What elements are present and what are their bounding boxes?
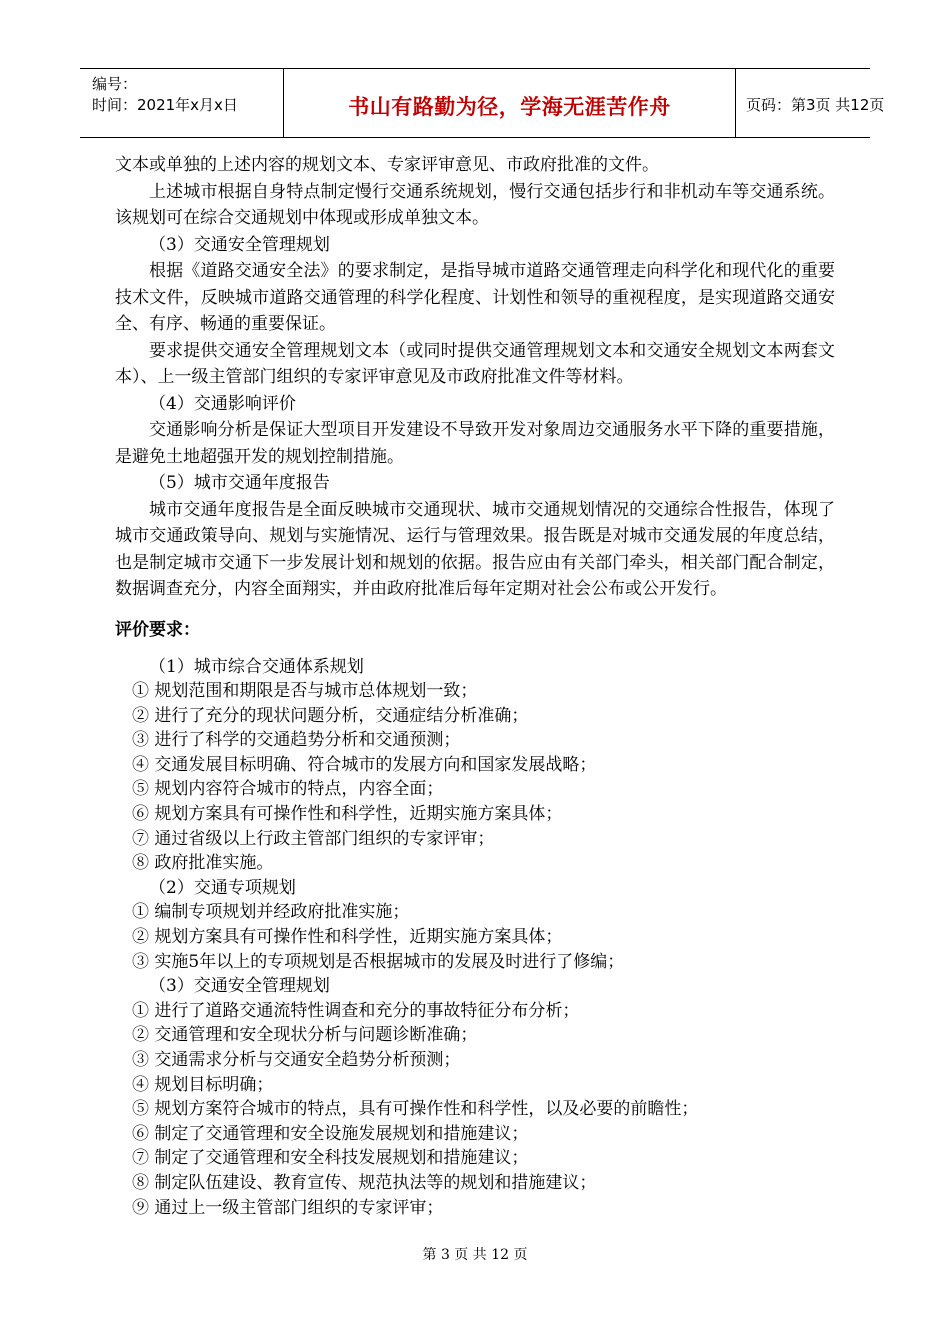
document-number-label: 编号： — [92, 75, 138, 93]
header-page-number: 页码：第3页 共12页 — [746, 96, 885, 114]
list-item: ④ 规划目标明确； — [132, 1074, 274, 1095]
section-title: （3）交通安全管理规划 — [149, 234, 330, 255]
paragraph: 根据《道路交通安全法》的要求制定，是指导城市道路交通管理走向科学化和现代化的重要技术文件，反映城市道路交通管理的科学化程度、计划性和领导的重视程度，是实现道路交通安全、有序、畅通的重要保证。 — [115, 261, 835, 334]
evaluation-group-title: （1）城市综合交通体系规划 — [149, 656, 364, 677]
header-page-cell — [736, 69, 885, 137]
list-item: ③ 交通需求分析与交通安全趋势分析预测； — [132, 1050, 461, 1070]
header-meta-cell — [80, 69, 284, 137]
paragraph: 要求提供交通安全管理规划文本（或同时提供交通管理规划文本和交通安全规划文本两套文本）、上一级主管部门组织的专家评审意见及市政府批准文件等材料。 — [115, 340, 835, 387]
section-title: （4）交通影响评价 — [149, 393, 296, 414]
list-item: ② 进行了充分的现状问题分析，交通症结分析准确； — [132, 705, 529, 726]
paragraph: 城市交通年度报告是全面反映城市交通现状、城市交通规划情况的交通综合性报告，体现了城市交通政策导向、规划与实施情况、运行与管理效果。报告既是对城市交通发展的年度总结，也是制定城市交通下一步发展计划和规划的依据。报告应由有关部门牵头，相关部门配合制定，数据调查充分，内容全面翔实，并由政府批准后每年定期对社会公布或公开发行。 — [115, 499, 835, 599]
evaluation-heading: 评价要求： — [115, 619, 200, 640]
paragraph: 交通影响分析是保证大型项目开发建设不导致开发对象周边交通服务水平下降的重要措施，是避免土地超强开发的规划控制措施。 — [115, 420, 835, 467]
list-item: ⑦ 制定了交通管理和安全科技发展规划和措施建议； — [132, 1148, 529, 1169]
evaluation-group-title: （3）交通安全管理规划 — [149, 976, 330, 997]
page-header — [80, 68, 885, 138]
list-item: ② 规划方案具有可操作性和科学性，近期实施方案具体； — [132, 927, 563, 948]
list-item: ① 规划范围和期限是否与城市总体规划一致； — [132, 681, 478, 702]
paragraph: 上述城市根据自身特点制定慢行交通系统规划，慢行交通包括步行和非机动车等交通系统。该规划可在综合交通规划中体现或形成单独文本。 — [115, 181, 835, 228]
section-title: （5）城市交通年度报告 — [149, 473, 330, 493]
list-item: ① 编制专项规划并经政府批准实施； — [132, 902, 410, 923]
document-body — [115, 152, 835, 1220]
header-motto-cell — [284, 69, 736, 137]
list-item: ⑥ 制定了交通管理和安全设施发展规划和措施建议； — [132, 1123, 529, 1144]
list-item: ⑤ 规划方案符合城市的特点，具有可操作性和科学性，以及必要的前瞻性； — [132, 1099, 699, 1120]
list-item: ⑨ 通过上一级主管部门组织的专家评审； — [132, 1197, 444, 1218]
list-item: ⑦ 通过省级以上行政主管部门组织的专家评审； — [132, 828, 495, 849]
evaluation-list — [115, 655, 835, 1221]
list-item: ⑧ 政府批准实施。 — [132, 853, 274, 874]
list-item: ③ 实施5年以上的专项规划是否根据城市的发展及时进行了修编； — [132, 951, 625, 972]
paragraph: 文本或单独的上述内容的规划文本、专家评审意见、市政府批准的文件。 — [115, 155, 659, 175]
page-footer: 第 3 页 共 12 页 — [422, 1247, 528, 1263]
list-item: ③ 进行了科学的交通趋势分析和交通预测； — [132, 730, 461, 751]
list-item: ⑤ 规划内容符合城市的特点，内容全面； — [132, 779, 444, 800]
evaluation-group-title: （2）交通专项规划 — [149, 877, 296, 898]
list-item: ④ 交通发展目标明确、符合城市的发展方向和国家发展战略； — [132, 754, 597, 775]
list-item: ⑧ 制定队伍建设、教育宣传、规范执法等的规划和措施建议； — [132, 1172, 597, 1193]
document-time-label: 时间：2021年x月x日 — [92, 96, 238, 114]
list-item: ① 进行了道路交通流特性调查和充分的事故特征分布分析； — [132, 1000, 580, 1021]
list-item: ⑥ 规划方案具有可操作性和科学性，近期实施方案具体； — [132, 804, 563, 825]
list-item: ② 交通管理和安全现状分析与问题诊断准确； — [132, 1025, 478, 1046]
header-motto: 书山有路勤为径，学海无涯苦作舟 — [348, 95, 671, 119]
